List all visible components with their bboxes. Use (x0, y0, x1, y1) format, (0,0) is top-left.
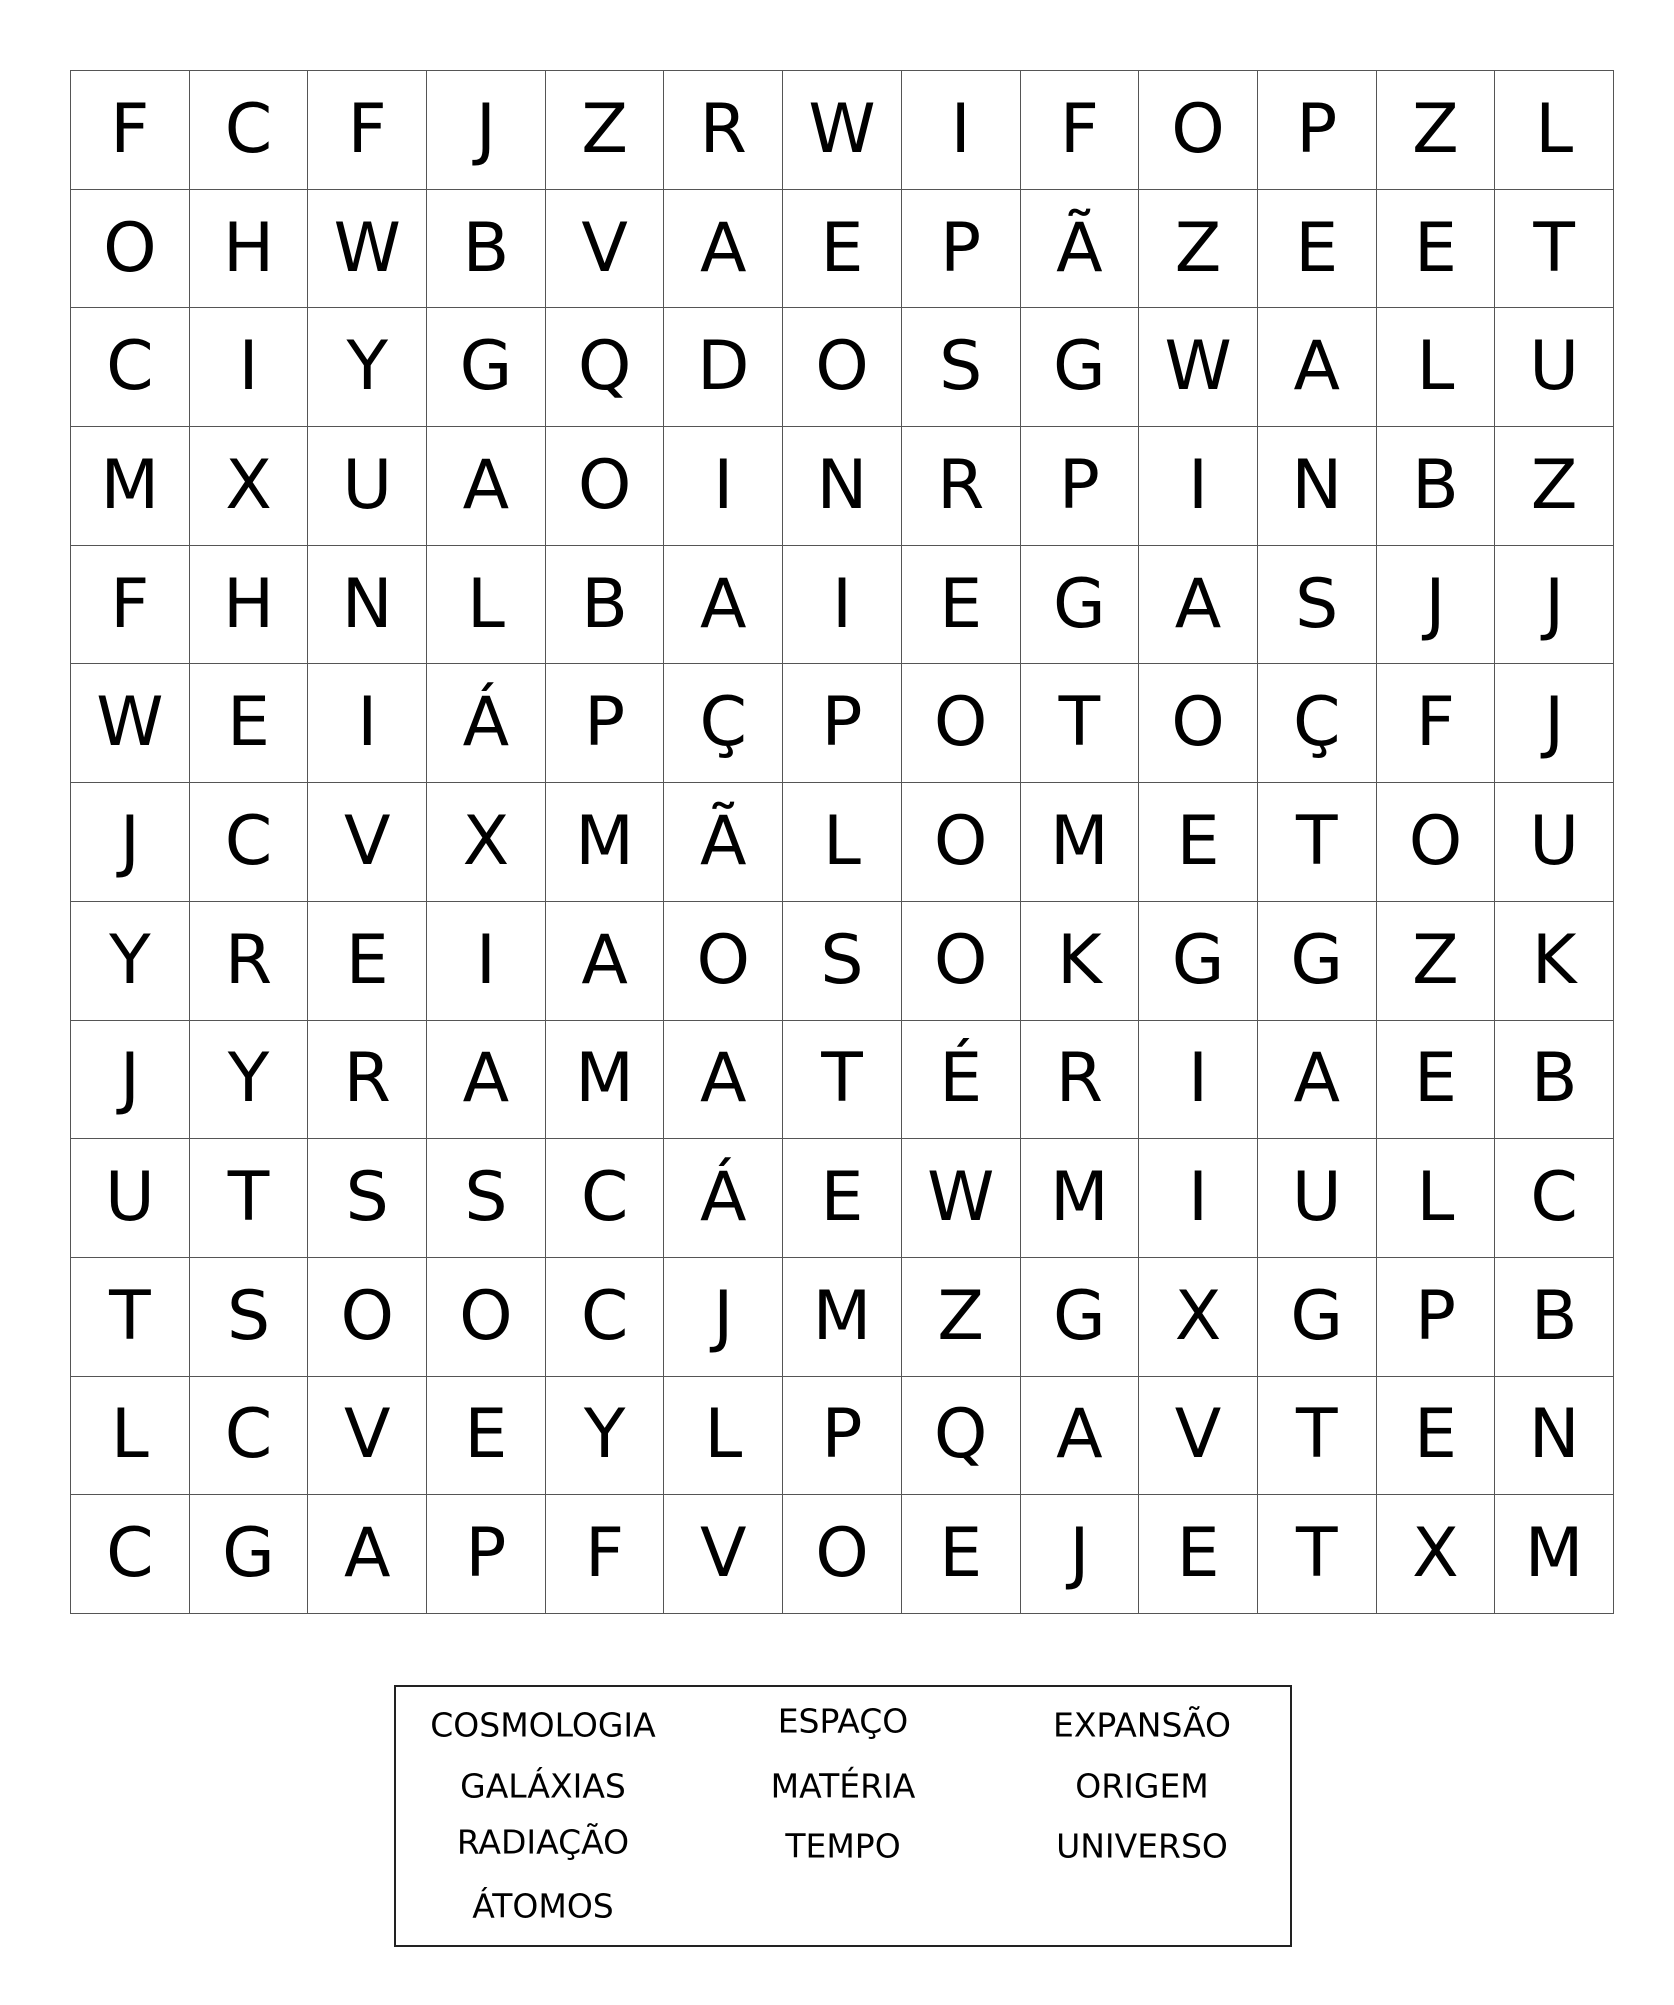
grid-cell[interactable]: V (664, 1495, 783, 1614)
grid-cell[interactable]: S (902, 308, 1021, 427)
grid-cell[interactable]: P (1258, 71, 1377, 190)
grid-cell[interactable]: O (1139, 664, 1258, 783)
grid-cell[interactable]: L (1377, 1139, 1496, 1258)
grid-cell[interactable]: J (664, 1258, 783, 1377)
grid-cell[interactable]: F (71, 546, 190, 665)
grid-cell[interactable]: G (190, 1495, 309, 1614)
grid-cell[interactable]: I (1139, 1021, 1258, 1140)
grid-cell[interactable]: T (1258, 783, 1377, 902)
grid-cell[interactable]: U (71, 1139, 190, 1258)
grid-cell[interactable]: O (427, 1258, 546, 1377)
grid-cell[interactable]: O (902, 783, 1021, 902)
grid-cell[interactable]: O (1139, 71, 1258, 190)
grid-cell[interactable]: U (1258, 1139, 1377, 1258)
grid-cell[interactable]: E (1377, 190, 1496, 309)
grid-cell[interactable]: A (1139, 546, 1258, 665)
grid-cell[interactable]: E (1377, 1377, 1496, 1496)
grid-cell[interactable]: L (71, 1377, 190, 1496)
grid-cell[interactable]: I (1139, 427, 1258, 546)
grid-cell[interactable]: I (190, 308, 309, 427)
grid-cell[interactable]: S (1258, 546, 1377, 665)
grid-cell[interactable]: M (546, 783, 665, 902)
grid-cell[interactable]: A (664, 190, 783, 309)
grid-cell[interactable]: A (427, 1021, 546, 1140)
grid-cell[interactable]: E (902, 546, 1021, 665)
grid-cell[interactable]: G (1021, 546, 1140, 665)
grid-cell[interactable]: M (546, 1021, 665, 1140)
grid-cell[interactable]: Ã (1021, 190, 1140, 309)
grid-cell[interactable]: Z (1139, 190, 1258, 309)
grid-cell[interactable]: E (190, 664, 309, 783)
grid-cell[interactable]: B (1495, 1258, 1614, 1377)
grid-cell[interactable]: I (783, 546, 902, 665)
word-bank-item: RADIAÇÃO (456, 1822, 630, 1862)
grid-cell[interactable]: T (190, 1139, 309, 1258)
grid-cell[interactable]: G (1139, 902, 1258, 1021)
grid-cell[interactable]: U (1495, 308, 1614, 427)
grid-cell[interactable]: F (1021, 71, 1140, 190)
grid-cell[interactable]: A (308, 1495, 427, 1614)
grid-cell[interactable]: O (902, 664, 1021, 783)
grid-cell[interactable]: C (190, 783, 309, 902)
grid-cell[interactable]: Y (71, 902, 190, 1021)
grid-cell[interactable]: O (783, 1495, 902, 1614)
grid-cell[interactable]: G (1021, 1258, 1140, 1377)
grid-cell[interactable]: X (1139, 1258, 1258, 1377)
grid-cell[interactable]: O (664, 902, 783, 1021)
grid-cell[interactable]: I (1139, 1139, 1258, 1258)
grid-cell[interactable]: J (71, 1021, 190, 1140)
grid-cell[interactable]: W (1139, 308, 1258, 427)
grid-cell[interactable]: J (71, 783, 190, 902)
grid-cell[interactable]: E (1139, 783, 1258, 902)
grid-cell[interactable]: D (664, 308, 783, 427)
grid-cell[interactable]: O (783, 308, 902, 427)
grid-cell[interactable]: K (1495, 902, 1614, 1021)
grid-cell[interactable]: O (902, 902, 1021, 1021)
grid-cell[interactable]: A (546, 902, 665, 1021)
grid-cell[interactable]: T (1495, 190, 1614, 309)
grid-cell[interactable]: J (1377, 546, 1496, 665)
grid-cell[interactable]: F (71, 71, 190, 190)
grid-cell[interactable]: H (190, 190, 309, 309)
grid-cell[interactable]: L (1495, 71, 1614, 190)
grid-cell[interactable]: V (308, 783, 427, 902)
grid-cell[interactable]: W (308, 190, 427, 309)
word-bank-item: EXPANSÃO (1052, 1705, 1232, 1745)
grid-cell[interactable]: S (427, 1139, 546, 1258)
grid-cell[interactable]: L (783, 783, 902, 902)
grid-cell[interactable]: L (664, 1377, 783, 1496)
grid-cell[interactable]: U (308, 427, 427, 546)
grid-cell[interactable]: S (783, 902, 902, 1021)
grid-cell[interactable]: P (783, 1377, 902, 1496)
grid-cell[interactable]: F (1377, 664, 1496, 783)
grid-cell[interactable]: O (71, 190, 190, 309)
grid-cell[interactable]: P (1377, 1258, 1496, 1377)
grid-cell[interactable]: Q (546, 308, 665, 427)
grid-cell[interactable]: B (1377, 427, 1496, 546)
grid-cell[interactable]: I (427, 902, 546, 1021)
grid-cell[interactable]: N (1495, 1377, 1614, 1496)
grid-cell[interactable]: V (1139, 1377, 1258, 1496)
grid-cell[interactable]: J (1495, 664, 1614, 783)
grid-cell[interactable]: Z (546, 71, 665, 190)
grid-cell[interactable]: É (902, 1021, 1021, 1140)
grid-cell[interactable]: P (902, 190, 1021, 309)
grid-cell[interactable]: Y (308, 308, 427, 427)
grid-cell[interactable]: M (1021, 783, 1140, 902)
grid-cell[interactable]: E (1139, 1495, 1258, 1614)
grid-cell[interactable]: Z (902, 1258, 1021, 1377)
grid-cell[interactable]: A (1021, 1377, 1140, 1496)
word-bank-item: COSMOLOGIA (430, 1705, 656, 1745)
grid-cell[interactable]: T (71, 1258, 190, 1377)
grid-cell[interactable]: Z (1495, 427, 1614, 546)
grid-cell[interactable]: Á (427, 664, 546, 783)
grid-cell[interactable]: L (1377, 308, 1496, 427)
grid-cell[interactable]: G (427, 308, 546, 427)
grid-cell[interactable]: U (1495, 783, 1614, 902)
grid-cell[interactable]: H (190, 546, 309, 665)
grid-cell[interactable]: E (1377, 1021, 1496, 1140)
grid-cell[interactable]: P (546, 664, 665, 783)
grid-cell[interactable]: X (190, 427, 309, 546)
grid-cell[interactable]: P (783, 664, 902, 783)
grid-cell[interactable]: N (1258, 427, 1377, 546)
grid-cell[interactable]: S (308, 1139, 427, 1258)
grid-cell[interactable]: K (1021, 902, 1140, 1021)
word-search-grid (70, 70, 1614, 1614)
grid-cell[interactable]: B (427, 190, 546, 309)
grid-cell[interactable]: B (546, 546, 665, 665)
grid-cell[interactable]: A (664, 1021, 783, 1140)
grid-cell[interactable]: J (427, 71, 546, 190)
grid-cell[interactable]: C (71, 308, 190, 427)
grid-cell[interactable]: G (1258, 902, 1377, 1021)
grid-cell[interactable]: E (783, 1139, 902, 1258)
grid-cell[interactable]: A (427, 427, 546, 546)
grid-cell[interactable]: X (427, 783, 546, 902)
grid-cell[interactable]: O (1377, 783, 1496, 902)
word-bank (394, 1685, 1292, 1947)
grid-cell[interactable]: P (1021, 427, 1140, 546)
grid-cell[interactable]: E (1258, 190, 1377, 309)
grid-cell[interactable]: S (190, 1258, 309, 1377)
grid-cell[interactable]: Á (664, 1139, 783, 1258)
grid-cell[interactable]: T (1258, 1495, 1377, 1614)
word-bank-item: ÁTOMOS (472, 1886, 614, 1926)
grid-cell[interactable]: Ç (1258, 664, 1377, 783)
grid-cell[interactable]: C (71, 1495, 190, 1614)
grid-cell[interactable]: M (71, 427, 190, 546)
grid-cell[interactable]: A (1258, 1021, 1377, 1140)
grid-cell[interactable]: I (308, 664, 427, 783)
grid-cell[interactable]: W (71, 664, 190, 783)
grid-cell[interactable]: C (546, 1139, 665, 1258)
grid-cell[interactable]: I (902, 71, 1021, 190)
grid-cell[interactable]: Z (1377, 71, 1496, 190)
word-bank-item: UNIVERSO (1056, 1826, 1228, 1866)
grid-cell[interactable]: R (664, 71, 783, 190)
grid-cell[interactable]: Ç (664, 664, 783, 783)
grid-cell[interactable]: V (308, 1377, 427, 1496)
grid-cell[interactable]: R (190, 902, 309, 1021)
grid-cell[interactable]: Y (546, 1377, 665, 1496)
grid-cell[interactable]: E (902, 1495, 1021, 1614)
grid-cell[interactable]: O (546, 427, 665, 546)
grid-cell[interactable]: J (1021, 1495, 1140, 1614)
grid-cell[interactable]: G (1021, 308, 1140, 427)
grid-cell[interactable]: W (783, 71, 902, 190)
grid-cell[interactable]: E (427, 1377, 546, 1496)
grid-cell[interactable]: T (1021, 664, 1140, 783)
grid-cell[interactable]: P (427, 1495, 546, 1614)
grid-cell[interactable]: M (1021, 1139, 1140, 1258)
grid-cell[interactable]: A (1258, 308, 1377, 427)
grid-cell[interactable]: C (1495, 1139, 1614, 1258)
grid-cell[interactable]: T (783, 1021, 902, 1140)
grid-cell[interactable]: Q (902, 1377, 1021, 1496)
word-bank-item: MATÉRIA (770, 1766, 916, 1806)
grid-cell[interactable]: R (902, 427, 1021, 546)
grid-cell[interactable]: O (308, 1258, 427, 1377)
grid-cell[interactable]: Y (190, 1021, 309, 1140)
grid-cell[interactable]: R (1021, 1021, 1140, 1140)
grid-cell[interactable]: M (1495, 1495, 1614, 1614)
grid-cell[interactable]: Z (1377, 902, 1496, 1021)
grid-cell[interactable]: E (308, 902, 427, 1021)
grid-cell[interactable]: E (783, 190, 902, 309)
grid-cell[interactable]: C (190, 71, 309, 190)
grid-cell[interactable]: X (1377, 1495, 1496, 1614)
grid-cell[interactable]: F (308, 71, 427, 190)
grid-cell[interactable]: W (902, 1139, 1021, 1258)
grid-cell[interactable]: C (190, 1377, 309, 1496)
word-bank-item: GALÁXIAS (460, 1766, 626, 1806)
grid-cell[interactable]: V (546, 190, 665, 309)
grid-cell[interactable]: N (308, 546, 427, 665)
grid-cell[interactable]: M (783, 1258, 902, 1377)
grid-cell[interactable]: I (664, 427, 783, 546)
grid-cell[interactable]: A (664, 546, 783, 665)
grid-cell[interactable]: N (783, 427, 902, 546)
grid-cell[interactable]: G (1258, 1258, 1377, 1377)
grid-cell[interactable]: C (546, 1258, 665, 1377)
word-bank-item: TEMPO (785, 1826, 901, 1866)
word-bank-item: ESPAÇO (777, 1701, 909, 1741)
grid-cell[interactable]: B (1495, 1021, 1614, 1140)
word-bank-item: ORIGEM (1075, 1766, 1209, 1806)
grid-cell[interactable]: L (427, 546, 546, 665)
grid-cell[interactable]: Ã (664, 783, 783, 902)
grid-cell[interactable]: J (1495, 546, 1614, 665)
grid-cell[interactable]: R (308, 1021, 427, 1140)
grid-cell[interactable]: T (1258, 1377, 1377, 1496)
grid-cell[interactable]: F (546, 1495, 665, 1614)
